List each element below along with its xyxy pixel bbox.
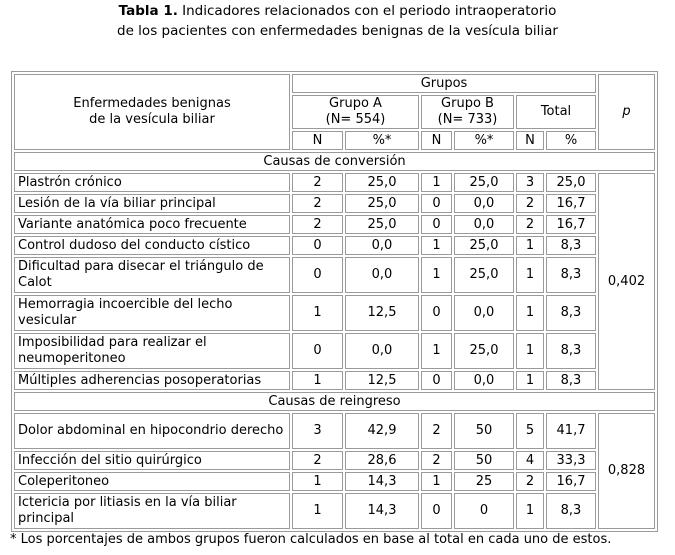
footnote: * Los porcentajes de ambos grupos fueron calculados en base al total en cada uno de estos. <box>10 532 612 547</box>
total-pct: 16,7 <box>546 215 596 234</box>
row-cause: Coleperitoneo <box>14 472 290 491</box>
total-pct: 8,3 <box>546 236 596 255</box>
table-row <box>14 413 655 449</box>
group-a-pct: 0,0 <box>345 257 419 293</box>
total-header: Total <box>516 95 596 129</box>
group-b-pct-header: %* <box>454 131 514 150</box>
total-n: 2 <box>516 472 544 491</box>
total-pct: 33,3 <box>546 451 596 470</box>
total-n: 4 <box>516 451 544 470</box>
total-n-header: N <box>516 131 544 150</box>
total-pct: 41,7 <box>546 413 596 449</box>
total-n: 1 <box>516 371 544 390</box>
caption-line-2: de los pacientes con enfermedades benignas de la vesícula biliar <box>117 23 558 39</box>
group-b-n: 1 <box>421 236 452 255</box>
table-row <box>14 215 655 234</box>
group-b-n: 1 <box>421 472 452 491</box>
group-a-n: 1 <box>292 472 343 491</box>
table-row <box>14 173 655 192</box>
group-b-n: 2 <box>421 413 452 449</box>
total-n: 1 <box>516 333 544 369</box>
total-pct: 8,3 <box>546 371 596 390</box>
group-b-n: 1 <box>421 257 452 293</box>
group-a-pct: 12,5 <box>345 371 419 390</box>
group-a-name: Grupo A <box>329 96 382 111</box>
total-n: 1 <box>516 295 544 331</box>
section-header: Causas de reingreso <box>14 392 655 411</box>
disease-header-line-2: de la vesícula biliar <box>89 112 215 127</box>
group-a-n: 1 <box>292 493 343 529</box>
group-b-pct: 50 <box>454 413 514 449</box>
total-pct: 25,0 <box>546 173 596 192</box>
total-n: 1 <box>516 493 544 529</box>
total-pct: 8,3 <box>546 295 596 331</box>
total-n: 1 <box>516 236 544 255</box>
p-header: p <box>598 74 655 150</box>
group-b-n: 0 <box>421 493 452 529</box>
group-b-pct: 25,0 <box>454 333 514 369</box>
data-table <box>11 71 658 532</box>
group-a-pct-header: %* <box>345 131 419 150</box>
group-a-n: 2 <box>292 451 343 470</box>
group-b-pct: 0,0 <box>454 371 514 390</box>
table-row <box>14 236 655 255</box>
group-a-n: 2 <box>292 194 343 213</box>
group-b-n: 2 <box>421 451 452 470</box>
row-cause: Ictericia por litiasis en la vía biliar principal <box>14 493 290 529</box>
group-b-n: 0 <box>421 295 452 331</box>
group-a-n: 0 <box>292 333 343 369</box>
row-cause: Plastrón crónico <box>14 173 290 192</box>
table-header <box>14 74 655 150</box>
group-b-size: (N= 733) <box>437 112 498 127</box>
group-a-n: 0 <box>292 257 343 293</box>
group-b-n: 1 <box>421 173 452 192</box>
total-n: 2 <box>516 215 544 234</box>
caption-label: Tabla 1. <box>118 3 178 19</box>
total-pct: 8,3 <box>546 257 596 293</box>
caption-line-1 <box>0 1 675 21</box>
group-b-pct: 25,0 <box>454 257 514 293</box>
group-a-pct: 0,0 <box>345 236 419 255</box>
group-a-n: 1 <box>292 295 343 331</box>
table-row <box>14 472 655 491</box>
row-cause: Control dudoso del conducto cístico <box>14 236 290 255</box>
group-a-pct: 25,0 <box>345 194 419 213</box>
total-n: 5 <box>516 413 544 449</box>
group-a-n-header: N <box>292 131 343 150</box>
row-cause: Múltiples adherencias posoperatorias <box>14 371 290 390</box>
section-header: Causas de conversión <box>14 152 655 171</box>
table-row <box>14 194 655 213</box>
group-b-pct: 0 <box>454 493 514 529</box>
group-a-pct: 42,9 <box>345 413 419 449</box>
table-row <box>14 371 655 390</box>
group-a-pct: 12,5 <box>345 295 419 331</box>
total-n: 3 <box>516 173 544 192</box>
group-b-pct: 25 <box>454 472 514 491</box>
group-b-header <box>421 95 514 129</box>
table-row <box>14 333 655 369</box>
group-b-n: 0 <box>421 371 452 390</box>
group-b-n: 0 <box>421 215 452 234</box>
row-cause: Dificultad para disecar el triángulo de Calot <box>14 257 290 293</box>
caption-text-1: Indicadores relacionados con el periodo intraoperatorio <box>182 3 557 19</box>
group-b-pct: 0,0 <box>454 215 514 234</box>
group-b-pct: 25,0 <box>454 236 514 255</box>
group-b-pct: 50 <box>454 451 514 470</box>
row-cause: Dolor abdominal en hipocondrio derecho <box>14 413 290 449</box>
group-a-pct: 14,3 <box>345 472 419 491</box>
group-a-size: (N= 554) <box>325 112 386 127</box>
total-pct: 16,7 <box>546 472 596 491</box>
group-a-header <box>292 95 419 129</box>
group-a-n: 0 <box>292 236 343 255</box>
total-n: 2 <box>516 194 544 213</box>
group-b-n: 0 <box>421 194 452 213</box>
table-body <box>14 152 655 529</box>
group-b-pct: 0,0 <box>454 295 514 331</box>
table-caption <box>0 1 675 41</box>
group-b-pct: 0,0 <box>454 194 514 213</box>
table-row <box>14 451 655 470</box>
disease-header-line-1: Enfermedades benignas <box>73 96 231 111</box>
group-a-n: 2 <box>292 215 343 234</box>
group-a-pct: 14,3 <box>345 493 419 529</box>
row-cause: Variante anatómica poco frecuente <box>14 215 290 234</box>
p-value: 0,402 <box>598 173 655 390</box>
group-b-name: Grupo B <box>441 96 494 111</box>
group-a-pct: 0,0 <box>345 333 419 369</box>
total-pct: 16,7 <box>546 194 596 213</box>
group-a-n: 1 <box>292 371 343 390</box>
disease-column-header <box>14 74 290 150</box>
total-n: 1 <box>516 257 544 293</box>
row-cause: Imposibilidad para realizar el neumoperitoneo <box>14 333 290 369</box>
row-cause: Lesión de la vía biliar principal <box>14 194 290 213</box>
row-cause: Hemorragia incoercible del lecho vesicular <box>14 295 290 331</box>
group-a-pct: 28,6 <box>345 451 419 470</box>
total-pct: 8,3 <box>546 333 596 369</box>
table-row <box>14 257 655 293</box>
group-a-n: 2 <box>292 173 343 192</box>
groups-header: Grupos <box>292 74 596 93</box>
group-b-n: 1 <box>421 333 452 369</box>
group-b-n-header: N <box>421 131 452 150</box>
group-a-pct: 25,0 <box>345 173 419 192</box>
group-a-pct: 25,0 <box>345 215 419 234</box>
total-pct: 8,3 <box>546 493 596 529</box>
table-row <box>14 493 655 529</box>
p-value: 0,828 <box>598 413 655 529</box>
table-row <box>14 295 655 331</box>
group-a-n: 3 <box>292 413 343 449</box>
total-pct-header: % <box>546 131 596 150</box>
row-cause: Infección del sitio quirúrgico <box>14 451 290 470</box>
group-b-pct: 25,0 <box>454 173 514 192</box>
